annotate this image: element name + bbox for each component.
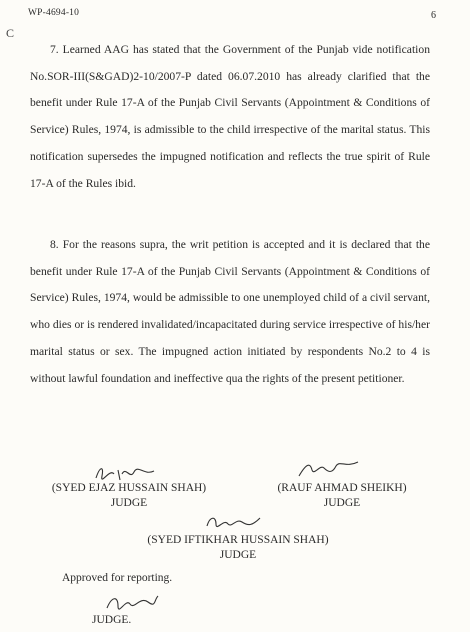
signature-right [258,481,426,511]
signatory-name: (SYED EJAZ HUSSAIN SHAH) [51,482,207,494]
signatory-role: JUDGE [110,497,148,509]
signature-right-scribble [296,458,362,480]
margin-mark: C [6,26,15,40]
signatory-role: JUDGE [323,497,361,509]
approval-note: Approved for reporting. [62,572,173,584]
signatory-name: (RAUF AHMAD SHEIKH) [277,482,407,494]
signatory-role: JUDGE [219,549,257,561]
signature-left [34,481,224,511]
page-number: 6 [431,10,436,21]
signature-center [128,533,348,563]
case-reference: WP-4694-10 [28,8,80,18]
signature-approval-scribble [104,592,160,614]
signature-center-scribble [204,512,264,532]
paragraph-8: 8. For the reasons supra, the writ petition is accepted and it is declared that the benefit under Rule 17-A of the Punjab Civil Servants (Appointment & Conditions of Service) Rules, 1974, would be admissible to one unemployed child of a civil servant, who dies or is rendered invalidated/incapacitated during service irrespective of his/her marital status or sex. The impugned action initiated by respondents No.2 to 4 is without lawful foundation and ineffective qua the rights of the present petitioner. [30,238,430,385]
signatory-name: (SYED IFTIKHAR HUSSAIN SHAH) [147,534,329,546]
approval-signatory: JUDGE. [92,614,132,626]
paragraph-7: 7. Learned AAG has stated that the Government of the Punjab vide notification No.SOR-III(S&GAD)2-10/2007-P dated 06.07.2010 has already clarified that the benefit under Rule 17-A of the Punjab Civil Servants (Appointment & Conditions of Service) Rules, 1974, is admissible to the child irrespective of the marital status. This notification supersedes the impugned notification and reflects the true spirit of Rule 17-A of the Rules ibid. [30,43,430,190]
